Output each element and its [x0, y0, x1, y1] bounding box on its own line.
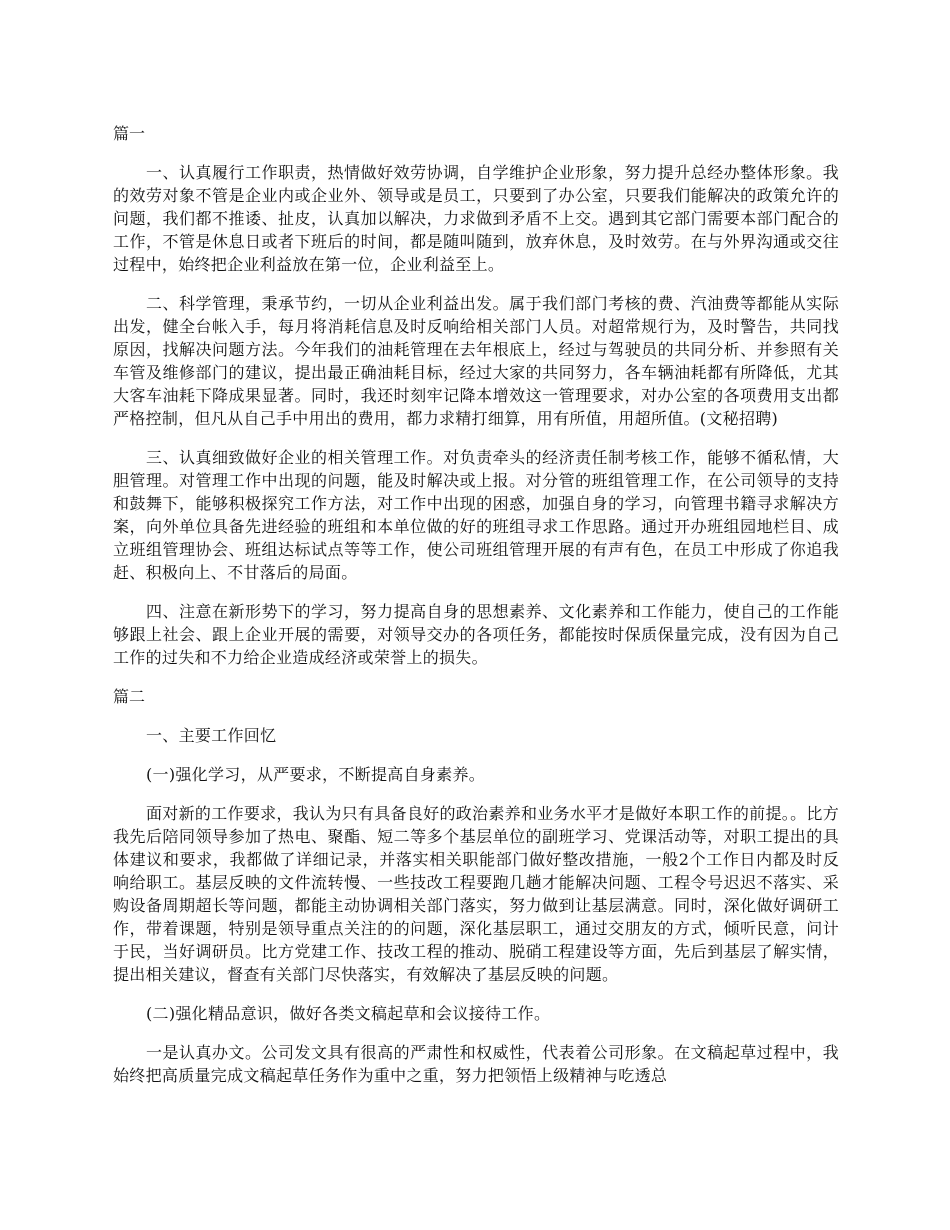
section2-subheading-2: (二)强化精品意识，做好各类文稿起草和会议接待工作。: [146, 1004, 551, 1023]
section2-paragraph-1: 面对新的工作要求，我认为只有具备良好的政治素养和业务水平才是做好本职工作的前提。。比方我先后陪同领导参加了热电、聚酯、短二等多个基层单位的副班学习、党课活动等，对职工提出的具体建议和要求，我都做了详细记录，并落实相关职能部门做好整改措施，一般2个工作日内都及时反响给职工。基层反映的文件流转慢、一些技改工程要跑几趟才能解决问题、工程令号迟迟不落实、采购设备周期超长等问题，都能主动协调相关部门落实，努力做到让基层满意。同时，深化做好调研工作，带着课题，特别是领导重点关注的的问题，深化基层职工，通过交朋友的方式，倾听民意，问计于民，当好调研员。比方党建工作、技改工程的推动、脱硝工程建设等方面，先后到基层了解实情，提出相关建议，督查有关部门尽快落实，有效解决了基层反映的问题。: [113, 804, 839, 984]
section1-paragraph-4: 四、注意在新形势下的学习，努力提高自身的思想素养、文化素养和工作能力，使自己的工作能够跟上社会、跟上企业开展的需要，对领导交办的各项任务，都能按时保质保量完成，没有因为自己工作的过失和不力给企业造成经济或荣誉上的损失。: [113, 602, 839, 667]
section-title-1: 篇一: [113, 124, 146, 143]
section1-paragraph-1: 一、认真履行工作职责，热情做好效劳协调，自学维护企业形象，努力提升总经办整体形象。我的效劳对象不管是企业内或企业外、领导或是员工，只要到了办公室，只要我们能解决的政策允许的问题，我们都不推诿、扯皮，认真加以解决，力求做到矛盾不上交。遇到其它部门需要本部门配合的工作，不管是休息日或者下班后的时间，都是随叫随到，放弃休息，及时效劳。在与外界沟通或交往过程中，始终把企业利益放在第一位，企业利益至上。: [113, 163, 839, 274]
document-body: [113, 122, 839, 1103]
section2-subheading-1: (一)强化学习，从严要求，不断提高自身素养。: [146, 765, 486, 784]
section-title-2: 篇二: [113, 687, 146, 706]
section1-paragraph-3: 三、认真细致做好企业的相关管理工作。对负责牵头的经济责任制考核工作，能够不循私情，大胆管理。对管理工作中出现的问题，能及时解决或上报。对分管的班组管理工作，在公司领导的支持和鼓舞下，能够积极探究工作方法，对工作中出现的困惑，加强自身的学习，向管理书籍寻求解决方案，向外单位具备先进经验的班组和本单位做的好的班组寻求工作思路。通过开办班组园地栏目、成立班组管理协会、班组达标试点等等工作，使公司班组管理开展的有声有色，在员工中形成了你追我赶、积极向上、不甘落后的局面。: [113, 448, 839, 582]
section2-paragraph-2: 一是认真办文。公司发文具有很高的严肃性和权威性，代表着公司形象。在文稿起草过程中，我始终把高质量完成文稿起草任务作为重中之重，努力把领悟上级精神与吃透总: [113, 1043, 839, 1085]
section1-paragraph-2: 二、科学管理，秉承节约，一切从企业利益出发。属于我们部门考核的费、汽油费等都能从实际出发，健全台帐入手，每月将消耗信息及时反响给相关部门人员。对超常规行为，及时警告，共同找原因，找解决问题方法。今年我们的油耗管理在去年根底上，经过与驾驶员的共同分析、并参照有关车管及维修部门的建议，提出最正确油耗目标，经过大家的共同努力，各车辆油耗都有所降低，尤其大客车油耗下降成果显著。同时，我还时刻牢记降本增效这一管理要求，对办公室的各项费用支出都严格控制，但凡从自己手中用出的费用，都力求精打细算，用有所值，用超所值。(文秘招聘): [113, 294, 839, 428]
section2-heading-review: 一、主要工作回忆: [146, 726, 277, 745]
